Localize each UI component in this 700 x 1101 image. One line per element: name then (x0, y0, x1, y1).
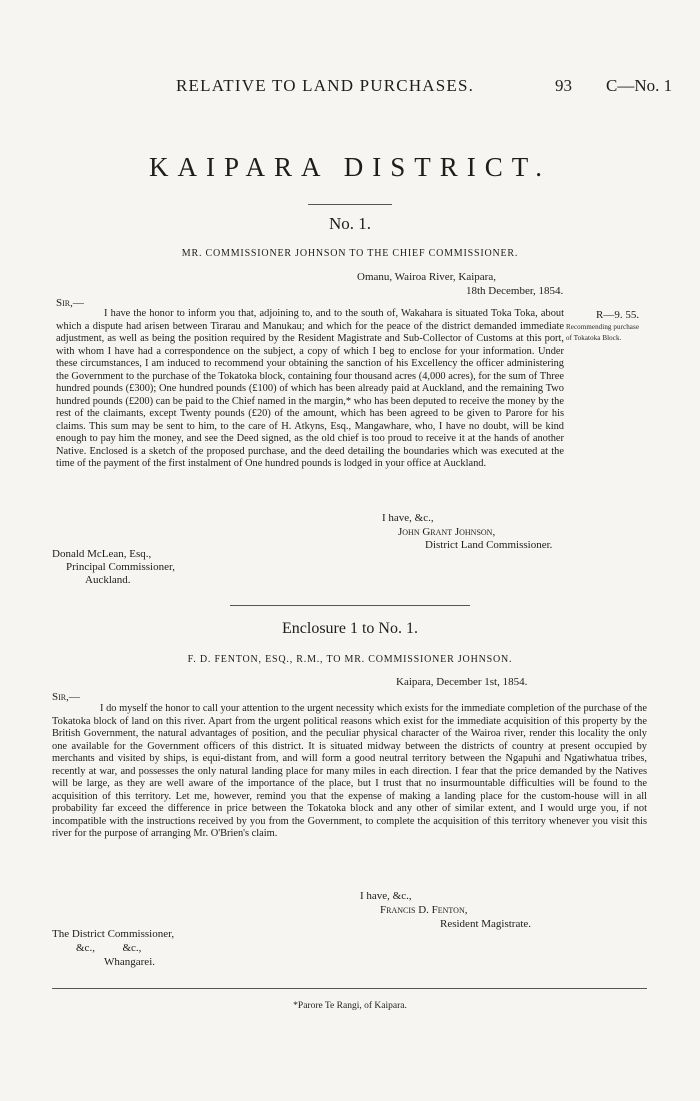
enclosure-body (52, 703, 647, 841)
enclosure-addressee-place: Whangarei. (104, 956, 155, 968)
margin-reference: R—9. 55. (596, 309, 640, 321)
district-title: KAIPARA DISTRICT. (148, 152, 552, 182)
salutation: Sir,— (56, 297, 84, 309)
letter-place: Omanu, Wairoa River, Kaipara, (357, 271, 496, 283)
enclosure-signatory-title: Resident Magistrate. (440, 918, 532, 930)
running-head (0, 76, 700, 96)
enclosure-salutation: Sir,— (52, 691, 80, 703)
enclosure-addressee-title: &c., &c., (76, 942, 142, 954)
margin-note: Recommending purchase (566, 323, 640, 331)
letter-body-text: I have the honor to inform you that, adjoining to, and to the south of, Wakahara is situated Toka Toka, about which a dispute had arisen between Tirarau and Manukau; and which for the peace of the district demanded immediate adjustment, as well as being the position required by the Resident Magistrate and Sub-Collector of Customs at this port, with whom I have had a correspondence on the subject, a copy of which I beg to enclose for your information. Under these circumstances, I am induced to recommend your obtaining the sanction of his Excellency the officer administering the Government to the purchase of the Tokatoka block, containing four thousand acres (4,000 acres), for the sum of Three hundred pounds (£300); One hundred pounds (£100) of which has been already paid at Auckland, and the remaining Two hundred pounds (£200) can be paid to the Chief named in the margin,* who has been deputed to receive the money by the rest of the claimants, except Twenty pounds (£20) of the amount, which has been agreed to be given to Parore for his claims. This sum may be sent to him, to the care of H. Atkyns, Esq., Mangawhare, who, I have no doubt, will be kind enough to pay him the money, and see the Deed signed, as the old chief is too proud to receive it at the hands of another Native. Enclosed is a sketch of the proposed purchase, and the deed detailing the boundaries which was executed at the time of the payment of the first instalment of One hundred pounds is lodged in your office at Auckland. (56, 308, 564, 469)
enclosure-subheading: F. D. FENTON, ESQ., R.M., TO MR. COMMISSIONER JOHNSON. (187, 654, 513, 665)
title-divider (308, 204, 392, 205)
enclosure-place-date: Kaipara, December 1st, 1854. (396, 676, 528, 688)
footnote-divider (52, 988, 647, 989)
signatory-title: District Land Commissioner. (425, 539, 553, 551)
section-divider (230, 605, 470, 606)
enclosure-addressee-name: The District Commissioner, (52, 928, 175, 940)
margin-note: of Tokatoka Block. (566, 334, 622, 342)
footnote: *Parore Te Rangi, of Kaipara. (293, 1001, 407, 1011)
enclosure-closing: I have, &c., (360, 890, 412, 902)
page-number: 93 (555, 76, 572, 95)
addressee-title: Principal Commissioner, (66, 561, 175, 573)
enclosure-heading: Enclosure 1 to No. 1. (282, 620, 418, 637)
running-head-title: RELATIVE TO LAND PURCHASES. (176, 76, 475, 95)
closing: I have, &c., (382, 512, 434, 524)
letter-number: No. 1. (328, 214, 372, 233)
addressee-name: Donald McLean, Esq., (52, 548, 152, 560)
addressee-place: Auckland. (85, 574, 131, 586)
letter-heading: MR. COMMISSIONER JOHNSON TO THE CHIEF COMMISSIONER. (181, 248, 519, 259)
enclosure-signatory: Francis D. Fenton, (380, 904, 468, 916)
signatory: John Grant Johnson, (398, 526, 496, 538)
enclosure-body-text: I do myself the honor to call your attention to the urgent necessity which exists for the immediate completion of the purchase of the Tokatoka block of land on this river. Apart from the urgent political reasons which exist for the immediate acquisition of this property by the British Government, the natural advantages of position, and the peculiar physical character of the Wairoa river, render this locality the only one available for the Government officers of this district. It is situated midway between the districts of country at present occupied by merchants and visited by ships, is equi-distant from, and will form a good neutral territory between the Ngapuhi and Ngatiwhatua tribes, recently at war, and possesses the only natural landing place for many miles in each direction. I fear that the price demanded by the Natives will be large, as they are well aware of the importance of the place, but I trust that no insurmountable difficulties will be found to the acquisition of this territory. Let me, however, remind you that the expense of making a landing place for the custom-house will in all probability far exceed the difference in price between the Tokatoka block and any other of similar extent, and I would urge you, if not incompatible with the instructions received by you from the Government, to complete the acquisition of this territory whenever you visit this river for the purpose of arranging Mr. O'Brien's claim. (52, 703, 647, 839)
letter-body (56, 308, 564, 471)
paper-reference: C—No. 1 (606, 76, 673, 95)
letter-date: 18th December, 1854. (466, 285, 564, 297)
